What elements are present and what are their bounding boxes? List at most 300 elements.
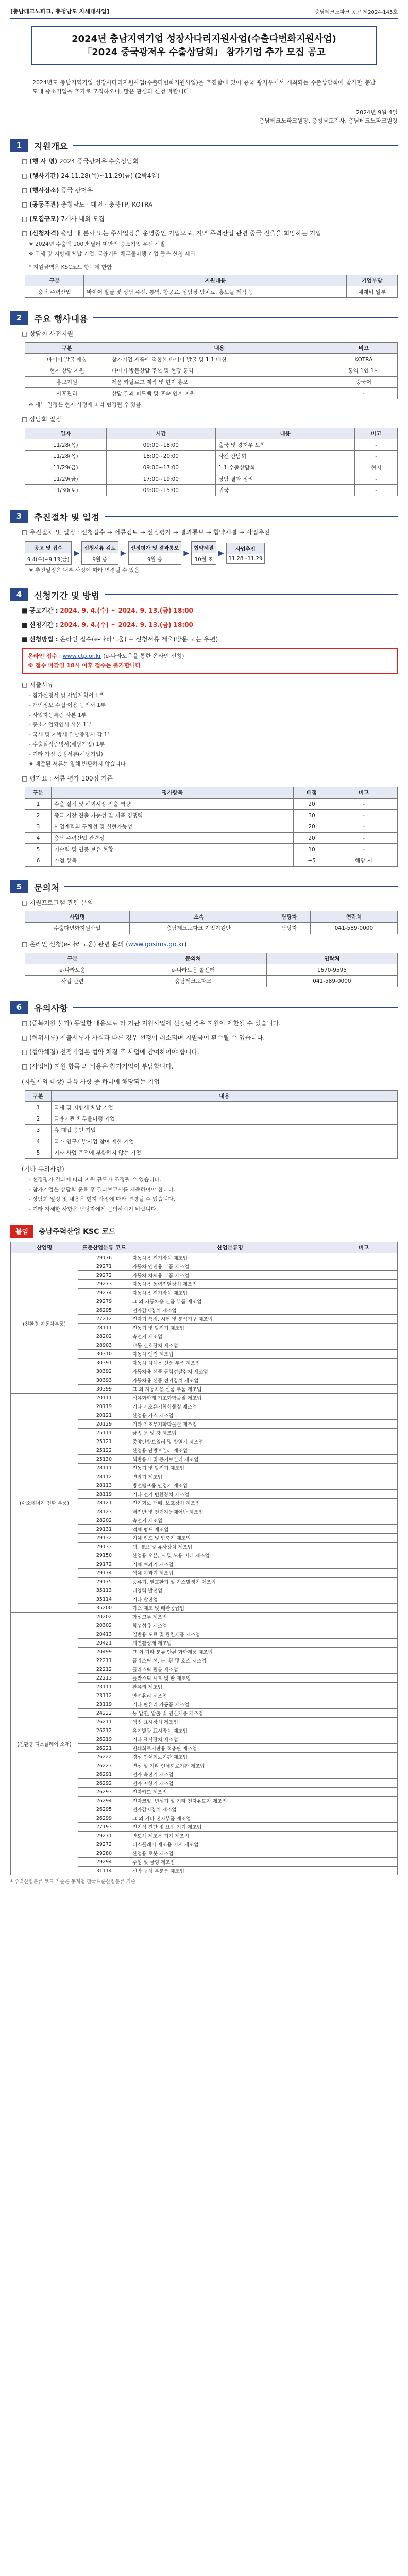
ksc-code: 29132 xyxy=(78,1534,130,1543)
document-header xyxy=(10,0,398,18)
s1-note-1: ※ 2024년 수출액 100만 달러 미만의 중소기업 우선 선발 xyxy=(29,241,165,247)
exclusion-cell: 금융기관 채무불이행 기업 xyxy=(52,1113,398,1125)
ksc-name: 연성 및 기타 인쇄회로기판 제조업 xyxy=(130,1761,330,1770)
ksc-code: 25130 xyxy=(78,1455,130,1464)
exclusion-cell: 4 xyxy=(25,1136,52,1147)
s4-item-row: ■ 신청기간 : 2024. 9. 4.(수) ~ 2024. 9. 13.(금) 18:00 xyxy=(22,621,193,629)
s1-note-2: ※ 국세 및 지방세 체납 기업, 금융기관 채무불이행 기업 등은 신청 제외 xyxy=(29,251,195,257)
section-title: 신청기간 및 방법 xyxy=(34,590,99,601)
doc-item: - 수출실적증명서(해당기업) 1부 xyxy=(29,741,105,748)
ksc-name: 선박 구성 부분품 제조업 xyxy=(130,1867,330,1875)
s1-item-label: (행사장소) xyxy=(29,187,59,194)
ksc-code: 26222 xyxy=(78,1753,130,1761)
schedule-cell: 17:00~19:00 xyxy=(106,473,215,485)
ksc-note xyxy=(330,1797,398,1805)
ksc-note xyxy=(330,1832,398,1840)
ksc-code: 28202 xyxy=(78,1516,130,1525)
schedule-header: 비고 xyxy=(355,428,398,439)
ksc-group: (친환경 자동차부품) xyxy=(11,1253,78,1394)
ksc-code: 20421 xyxy=(78,1639,130,1648)
support-header: 지원내용 xyxy=(84,275,347,286)
s3-text: □ 추진절차 및 일정 : 신청접수 → 서류검토 → 선정평가 → 결과통보 → 협약체결 → 사업추진 xyxy=(22,529,270,536)
exclusion-title: (지원제외 대상) 다음 사항 중 하나에 해당되는 기업 xyxy=(22,1078,160,1086)
ksc-code: 23111 xyxy=(78,1683,130,1691)
ksc-name: 액정 표시장치 제조업 xyxy=(130,1718,330,1726)
ksc-code: 35114 xyxy=(78,1595,130,1604)
table-row xyxy=(25,1136,398,1147)
extra-note: - 기타 자세한 사항은 담당자에게 문의하시기 바랍니다. xyxy=(29,1206,158,1212)
schedule-cell: 1:1 수출상담회 xyxy=(216,462,355,473)
ksc-code: 24222 xyxy=(78,1709,130,1718)
ksc-name: 자동차 엔진용 부품 제조업 xyxy=(130,1262,330,1271)
ksc-note xyxy=(330,1437,398,1446)
ksc-code: 29274 xyxy=(78,1289,130,1297)
ksc-note xyxy=(330,1849,398,1858)
ksc-name: 합성섬유 제조업 xyxy=(130,1621,330,1630)
ksc-header: 산업명 xyxy=(11,1242,78,1253)
caution-note-text: (중복지원 불가) 동일한 내용으로 타 기관 지원사업에 선정된 경우 지원이 제한될 수 있습니다. xyxy=(29,1020,281,1027)
arrow-right-icon: ▶ xyxy=(183,549,190,557)
ksc-note xyxy=(330,1411,398,1420)
ksc-name: 자동차 차체용 부품 제조업 xyxy=(130,1271,330,1280)
ksc-note xyxy=(330,1402,398,1411)
ksc-code: 29150 xyxy=(78,1551,130,1560)
schedule-cell: 09:00~18:00 xyxy=(106,439,215,451)
ksc-code: 23119 xyxy=(78,1700,130,1709)
section-title: 문의처 xyxy=(34,883,60,893)
table-row xyxy=(25,964,398,976)
eval-cell: 1 xyxy=(25,799,52,810)
s4-item-row: ■ 신청방법 : 온라인 접수(e-나라도움) + 신청서류 제출(방문 또는 우편) xyxy=(22,636,218,643)
ksc-header: 표준산업분류 코드 xyxy=(78,1242,130,1253)
eval-cell: - xyxy=(330,821,398,833)
doc-item: - 기타 가점 증빙서류(해당기업) xyxy=(29,751,103,757)
caution-note-text: (사업비) 지원 항목 외 비용은 참가기업이 부담합니다. xyxy=(29,1063,174,1070)
support-header: 구분 xyxy=(25,275,84,286)
ksc-name: 증류기, 열교환기 및 가스발생기 제조업 xyxy=(130,1578,330,1586)
ksc-note xyxy=(330,1297,398,1306)
ksc-note xyxy=(330,1867,398,1875)
schedule-cell: 귀국 xyxy=(216,485,355,496)
ksc-name: 동 압연, 압출 및 연신제품 제조업 xyxy=(130,1709,330,1718)
ksc-note xyxy=(330,1814,398,1823)
intro-text: 2024년도 충남지역기업 성장사다리지원사업(수출다변화지원사업)을 추진함에 있어 중국 광저우에서 개최되는 수출상담회에 참가할 충남 도내 중소기업을 추가로 모집하오니, 많은 관심과 신청 바랍니다. xyxy=(26,74,382,100)
ksc-name: 주형 및 금형 제조업 xyxy=(130,1858,330,1867)
section-rule xyxy=(73,1007,398,1008)
ksc-code: 28121 xyxy=(78,1499,130,1507)
ksc-note xyxy=(330,1464,398,1472)
ksc-note xyxy=(330,1779,398,1788)
contact-cell: 담당자 xyxy=(268,923,310,934)
doc-item-text: 중소기업확인서 사본 1부 xyxy=(32,722,92,728)
schedule-cell: 11/30(토) xyxy=(25,485,107,496)
contact-cell: 041-589-0000 xyxy=(310,923,397,934)
program-cell: KOTRA xyxy=(330,354,397,365)
schedule-cell: 상담 결과 정리 xyxy=(216,473,355,485)
eval-cell: 사업계획의 구체성 및 실현가능성 xyxy=(52,821,294,833)
ksc-name: 액체 여과기 제조업 xyxy=(130,1569,330,1578)
ksc-code: 20202 xyxy=(78,1613,130,1621)
caution-note: □ (허위서류) 제출서류가 사실과 다른 경우 선정이 취소되며 지원금이 환수될 수 있습니다. xyxy=(22,1034,265,1041)
s1-item-row: □ (행사장소) 중국 광저우 xyxy=(22,187,93,194)
s1-item-row: □ (행사기간) 24.11.28(목)~11.29(금) (2박4일) xyxy=(22,172,160,179)
eval-cell: - xyxy=(330,833,398,844)
eval-cell: - xyxy=(330,844,398,855)
ksc-note xyxy=(330,1543,398,1551)
program-cell: 현지 상담 지원 xyxy=(25,365,109,377)
process-step-date: 10월 초 xyxy=(194,557,213,563)
eval-cell: 수출 실적 및 해외시장 진출 역량 xyxy=(52,799,294,810)
ksc-code: 30393 xyxy=(78,1376,130,1385)
table-row xyxy=(25,833,398,844)
ksc-note xyxy=(330,1569,398,1578)
online-contact-link[interactable]: www.gosims.go.kr xyxy=(128,941,184,948)
ksc-code: 26223 xyxy=(78,1761,130,1770)
eval-cell: 2 xyxy=(25,810,52,821)
ksc-code: 27193 xyxy=(78,1823,130,1832)
ksc-name: 가스 제조 및 배관공급업 xyxy=(130,1604,330,1613)
ksc-name: 축전지 제조업 xyxy=(130,1332,330,1341)
ksc-code: 28903 xyxy=(78,1341,130,1350)
contact-table xyxy=(25,911,398,934)
table-row xyxy=(25,1102,398,1113)
docs-list xyxy=(10,691,398,758)
ksc-code: 30399 xyxy=(78,1385,130,1394)
online-contact-cell: 041-589-0000 xyxy=(266,976,397,987)
ksc-code: 26221 xyxy=(78,1744,130,1753)
contact-header: 소속 xyxy=(129,911,268,923)
ksc-name: 그 외 기타 분류 안된 화학제품 제조업 xyxy=(130,1648,330,1656)
table-row xyxy=(25,810,398,821)
ksc-code: 26293 xyxy=(78,1788,130,1797)
table-row xyxy=(25,976,398,987)
eval-cell: 중국 시장 진출 가능성 및 제품 경쟁력 xyxy=(52,810,294,821)
extra-title: (기타 유의사항) xyxy=(22,1165,64,1173)
extra-note: - 선정평가 결과에 따라 지원 규모가 조정될 수 있습니다. xyxy=(29,1177,161,1183)
table-row xyxy=(25,451,398,462)
ksc-note xyxy=(330,1656,398,1665)
eval-cell: 해당 시 xyxy=(330,855,398,867)
ksc-code: 20121 xyxy=(78,1411,130,1420)
section-title: 유의사항 xyxy=(34,1003,68,1014)
table-row xyxy=(11,1613,398,1621)
caution-note-text: (허위서류) 제출서류가 사실과 다른 경우 선정이 취소되며 지원금이 환수될 수 있습니다. xyxy=(29,1034,265,1041)
section-title: 주요 행사내용 xyxy=(34,314,88,325)
ksc-note xyxy=(330,1630,398,1639)
ksc-header: 산업분류명 xyxy=(130,1242,330,1253)
ksc-code: 20499 xyxy=(78,1648,130,1656)
process-step xyxy=(25,541,72,565)
ksc-note xyxy=(330,1604,398,1613)
ksc-name: 교통 신호장치 제조업 xyxy=(130,1341,330,1350)
ksc-name: 변압기 제조업 xyxy=(130,1472,330,1481)
ksc-code: 23112 xyxy=(78,1691,130,1700)
ksc-code: 22211 xyxy=(78,1656,130,1665)
table-row xyxy=(25,844,398,855)
ksc-note xyxy=(330,1560,398,1569)
table-row xyxy=(25,799,398,810)
process-step-date: 9월 중 xyxy=(92,557,108,563)
online-contact-title: □ 온라인 신청(e-나라도움) 관련 문의 xyxy=(22,941,124,948)
caution-notes xyxy=(10,1018,398,1072)
ksc-note xyxy=(330,1429,398,1437)
support-cell: 바이어 발굴 및 상담 주선, 통역, 항공료, 상담장 임차료, 홍보물 제작 등 xyxy=(84,286,347,298)
ksc-note xyxy=(330,1367,398,1376)
online-contact-cell: e-나라도움 xyxy=(25,964,120,976)
online-apply-row: 온라인 접수 : www.ctp.or.kr (e-나라도움을 통한 온라인 신청) xyxy=(28,653,184,659)
ksc-code: 26211 xyxy=(78,1718,130,1726)
ksc-name: 안전유리 제조업 xyxy=(130,1691,330,1700)
ksc-note xyxy=(330,1359,398,1367)
ksc-name: 액체 펌프 제조업 xyxy=(130,1525,330,1534)
ksc-name: 전자기 측정, 시험 및 분석기구 제조업 xyxy=(130,1315,330,1324)
caution-note: □ (협약체결) 선정기업은 협약 체결 후 사업에 참여하여야 합니다. xyxy=(22,1048,199,1056)
section-3-heading xyxy=(10,510,398,523)
eval-cell: 20 xyxy=(294,833,330,844)
ksc-name: 탭, 밸브 및 유사장치 제조업 xyxy=(130,1543,330,1551)
table-row xyxy=(25,1113,398,1125)
ksc-name: 전기회로 개폐, 보호장치 제조업 xyxy=(130,1499,330,1507)
process-step xyxy=(226,543,265,564)
section-number: 4 xyxy=(10,588,28,601)
ksc-note xyxy=(330,1753,398,1761)
process-step-date: 9월 중 xyxy=(147,557,162,563)
exclusion-cell: 휴·폐업 중인 기업 xyxy=(52,1125,398,1136)
ksc-name: 인쇄회로기판용 적층판 제조업 xyxy=(130,1744,330,1753)
ksc-name: 기체 펌프 및 압축기 제조업 xyxy=(130,1534,330,1543)
ksc-code: 29172 xyxy=(78,1560,130,1569)
extra-note-text: 선정평가 결과에 따라 지원 규모가 조정될 수 있습니다. xyxy=(32,1177,161,1183)
ksc-name: 산업용 로봇 제조업 xyxy=(130,1849,330,1858)
schedule-cell: 출국 및 광저우 도착 xyxy=(216,439,355,451)
ksc-code: 29294 xyxy=(78,1858,130,1867)
eval-header: 비고 xyxy=(330,787,398,799)
online-apply-box xyxy=(22,648,398,674)
schedule-cell: 11/29(금) xyxy=(25,473,107,485)
ksc-code: 25121 xyxy=(78,1437,130,1446)
eval-cell: 4 xyxy=(25,833,52,844)
ksc-group: (친환경 디스플레이 소재) xyxy=(11,1613,78,1875)
s1-item-value: 충남 내 본사 또는 주사업장을 운영중인 기업으로, 지역 주력산업 관련 중국 진출을 희망하는 기업 xyxy=(61,230,321,237)
exclusion-cell: 1 xyxy=(25,1102,52,1113)
doc-item: - 사업자등록증 사본 1부 xyxy=(29,712,87,718)
section-4-items xyxy=(10,605,398,645)
ksc-note xyxy=(330,1726,398,1735)
ksc-note xyxy=(330,1315,398,1324)
s1-support-note: * 지원금액은 KSC코드 항목에 한함 xyxy=(29,264,112,270)
ksc-code: 29131 xyxy=(78,1525,130,1534)
ksc-code: 29175 xyxy=(78,1578,130,1586)
table-row xyxy=(25,923,398,934)
schedule-cell: 18:00~20:00 xyxy=(106,451,215,462)
eval-header: 배점 xyxy=(294,787,330,799)
ksc-name: 전동기 및 발전기 제조업 xyxy=(130,1464,330,1472)
arrow-right-icon: ▶ xyxy=(120,549,126,557)
online-contact-cell: 충남테크노파크 xyxy=(120,976,267,987)
support-table xyxy=(25,275,398,298)
contact-cell: 충남테크노파크 기업지원단 xyxy=(129,923,268,934)
ksc-code: 25111 xyxy=(78,1429,130,1437)
process-step-title: 사업추진 xyxy=(227,543,265,554)
ksc-note xyxy=(330,1306,398,1315)
ksc-note xyxy=(330,1385,398,1394)
ksc-note xyxy=(330,1472,398,1481)
ksc-note xyxy=(330,1271,398,1280)
eval-cell: 30 xyxy=(294,810,330,821)
eval-cell: 10 xyxy=(294,844,330,855)
s2-sub-1: □ 상담회 사전지원 xyxy=(22,330,74,337)
ksc-name: 경성 인쇄회로기판 제조업 xyxy=(130,1753,330,1761)
section-rule xyxy=(105,594,398,595)
ksc-note xyxy=(330,1253,398,1262)
header-right: 충남테크노파크 공고 제2024-145호 xyxy=(315,9,398,15)
process-step-title: 신청서류 검토 xyxy=(82,542,117,553)
table-row xyxy=(25,485,398,496)
ksc-note xyxy=(330,1446,398,1455)
ksc-name: 플라스틱 필름 제조업 xyxy=(130,1665,330,1674)
online-apply-link[interactable]: www.ctp.or.kr xyxy=(62,653,101,659)
program-table xyxy=(25,342,398,399)
exclusion-cell: 5 xyxy=(25,1147,52,1159)
ksc-name: 자동차 엔진 제조업 xyxy=(130,1350,330,1359)
table-row xyxy=(11,1394,398,1402)
eval-header: 구분 xyxy=(25,787,52,799)
section-number: 3 xyxy=(10,510,28,523)
ksc-note xyxy=(330,1551,398,1560)
contact-header: 사업명 xyxy=(25,911,130,923)
ksc-code: 30310 xyxy=(78,1350,130,1359)
s4-item-value: 2024. 9. 4.(수) ~ 2024. 9. 13.(금) 18:00 xyxy=(60,621,193,629)
ksc-note xyxy=(330,1613,398,1621)
schedule-cell: 사전 간담회 xyxy=(216,451,355,462)
announce-org: 충남테크노파크원장, 충청남도지사, 충남테크노파크원장 xyxy=(259,117,398,124)
section-1-heading xyxy=(10,139,398,152)
ksc-name: 플라스틱 시트 및 판 제조업 xyxy=(130,1674,330,1683)
s4-item-value: 온라인 접수(e-나라도움) + 신청서류 제출(방문 또는 우편) xyxy=(60,636,218,643)
eval-title: □ 평가표 : 서류 평가 100점 기준 xyxy=(22,775,113,782)
table-row xyxy=(25,855,398,867)
ksc-code: 26295 xyxy=(78,1306,130,1315)
ksc-name: 전자 축전기 제조업 xyxy=(130,1770,330,1779)
ksc-code: 28119 xyxy=(78,1490,130,1499)
section-6-heading xyxy=(10,1001,398,1014)
ksc-note xyxy=(330,1578,398,1586)
program-cell: 홍보지원 xyxy=(25,377,109,388)
table-row xyxy=(11,1253,398,1262)
schedule-cell: 11/28(목) xyxy=(25,451,107,462)
ksc-name: 자동차용 신품 동력전달장치 제조업 xyxy=(130,1367,330,1376)
ksc-header: 비고 xyxy=(330,1242,398,1253)
online-contact-cell: e-나라도움 콜센터 xyxy=(120,964,267,976)
table-row xyxy=(25,821,398,833)
program-cell: 바이어 방문상담 주선 및 현장 통역 xyxy=(109,365,330,377)
ksc-note xyxy=(330,1761,398,1770)
ksc-code: 35113 xyxy=(78,1586,130,1595)
program-header: 구분 xyxy=(25,343,109,354)
ksc-code: 28111 xyxy=(78,1324,130,1332)
table-row xyxy=(25,388,398,399)
s3-note: ※ 추진일정은 내부 사정에 따라 변경될 수 있음 xyxy=(29,567,140,573)
table-row xyxy=(25,1125,398,1136)
exclusion-cell: 3 xyxy=(25,1125,52,1136)
eval-cell: 3 xyxy=(25,821,52,833)
eval-cell: +5 xyxy=(294,855,330,867)
contact-header: 연락처 xyxy=(310,911,397,923)
s1-item-row: □ (신청자격) 충남 내 본사 또는 주사업장을 운영중인 기업으로, 지역 주력산업 관련 중국 진출을 희망하는 기업 xyxy=(22,230,321,237)
arrow-right-icon: ▶ xyxy=(218,549,224,557)
s4-item-value: 2024. 9. 4.(수) ~ 2024. 9. 13.(금) 18:00 xyxy=(60,607,193,614)
ksc-code: 25122 xyxy=(78,1446,130,1455)
ksc-note xyxy=(330,1858,398,1867)
section-title: 추진절차 및 일정 xyxy=(34,512,99,523)
program-header: 비고 xyxy=(330,343,397,354)
ksc-name: 자동차용 신품 전기장치 제조업 xyxy=(130,1376,330,1385)
s1-item-value: 충청남도 · 대전 · 충북TP, KOTRA xyxy=(61,201,153,208)
contact-cell: 수출다변화지원사업 xyxy=(25,923,130,934)
ksc-name: 합성고무 제조업 xyxy=(130,1613,330,1621)
process-step xyxy=(191,541,216,565)
online-apply-note: e-나라도움을 통한 온라인 신청 xyxy=(105,653,182,659)
s1-item-label: (공동주관) xyxy=(29,201,59,208)
ksc-note xyxy=(330,1516,398,1525)
ksc-name: 전자감지장치 제조업 xyxy=(130,1306,330,1315)
ksc-name: 유기발광 표시장치 제조업 xyxy=(130,1726,330,1735)
ksc-note xyxy=(330,1665,398,1674)
table-row xyxy=(25,462,398,473)
ksc-note xyxy=(330,1289,398,1297)
doc-item-text: 사업자등록증 사본 1부 xyxy=(32,712,87,718)
ksc-name: 계면활성제 제조업 xyxy=(130,1639,330,1648)
section-rule xyxy=(105,516,398,517)
contact-sub: □ 지원프로그램 관련 문의 xyxy=(22,899,93,906)
section-2-heading xyxy=(10,311,398,325)
ksc-note xyxy=(330,1683,398,1691)
support-header: 기업부담 xyxy=(346,275,397,286)
ksc-code: 29271 xyxy=(78,1832,130,1840)
eval-cell: 20 xyxy=(294,821,330,833)
ksc-note xyxy=(330,1332,398,1341)
ksc-code: 29272 xyxy=(78,1840,130,1849)
doc-item: - 참가신청서 및 사업계획서 1부 xyxy=(29,692,104,699)
ksc-code: 28111 xyxy=(78,1464,130,1472)
ksc-name: 자동차 차체용 신품 부품 제조업 xyxy=(130,1359,330,1367)
s1-item-label: (모집규모) xyxy=(29,215,59,223)
ksc-note xyxy=(330,1709,398,1718)
schedule-cell: - xyxy=(355,473,398,485)
process-step-date: 11.28~11.29 xyxy=(228,556,263,562)
schedule-cell: - xyxy=(355,451,398,462)
s1-item-row: □ (공동주관) 충청남도 · 대전 · 충북TP, KOTRA xyxy=(22,201,153,208)
online-apply-label: 온라인 접수 xyxy=(28,653,57,659)
table-row xyxy=(25,354,398,365)
section-number: 2 xyxy=(10,311,28,325)
eval-cell: 가점 항목 xyxy=(52,855,294,867)
docs-note: ※ 제출된 서류는 일체 반환하지 않습니다 xyxy=(29,761,126,767)
table-row xyxy=(25,365,398,377)
ksc-note xyxy=(330,1648,398,1656)
doc-item: - 국세 및 지방세 완납증명서 각 1부 xyxy=(29,732,113,738)
s2-sub-2: □ 상담회 일정 xyxy=(22,416,61,423)
doc-item-text: 개인정보 수집·이용 동의서 1부 xyxy=(32,702,106,708)
ksc-code: 22213 xyxy=(78,1674,130,1683)
online-contact-sub: □ 온라인 신청(e-나라도움) 관련 문의 (www.gosims.go.kr) xyxy=(22,941,187,948)
ksc-note xyxy=(330,1744,398,1753)
exclusion-cell: 2 xyxy=(25,1113,52,1125)
ksc-code: 30392 xyxy=(78,1367,130,1376)
ksc-note xyxy=(330,1788,398,1797)
ksc-name: 자동차용 전기장치 제조업 xyxy=(130,1253,330,1262)
ksc-code: 28113 xyxy=(78,1481,130,1490)
